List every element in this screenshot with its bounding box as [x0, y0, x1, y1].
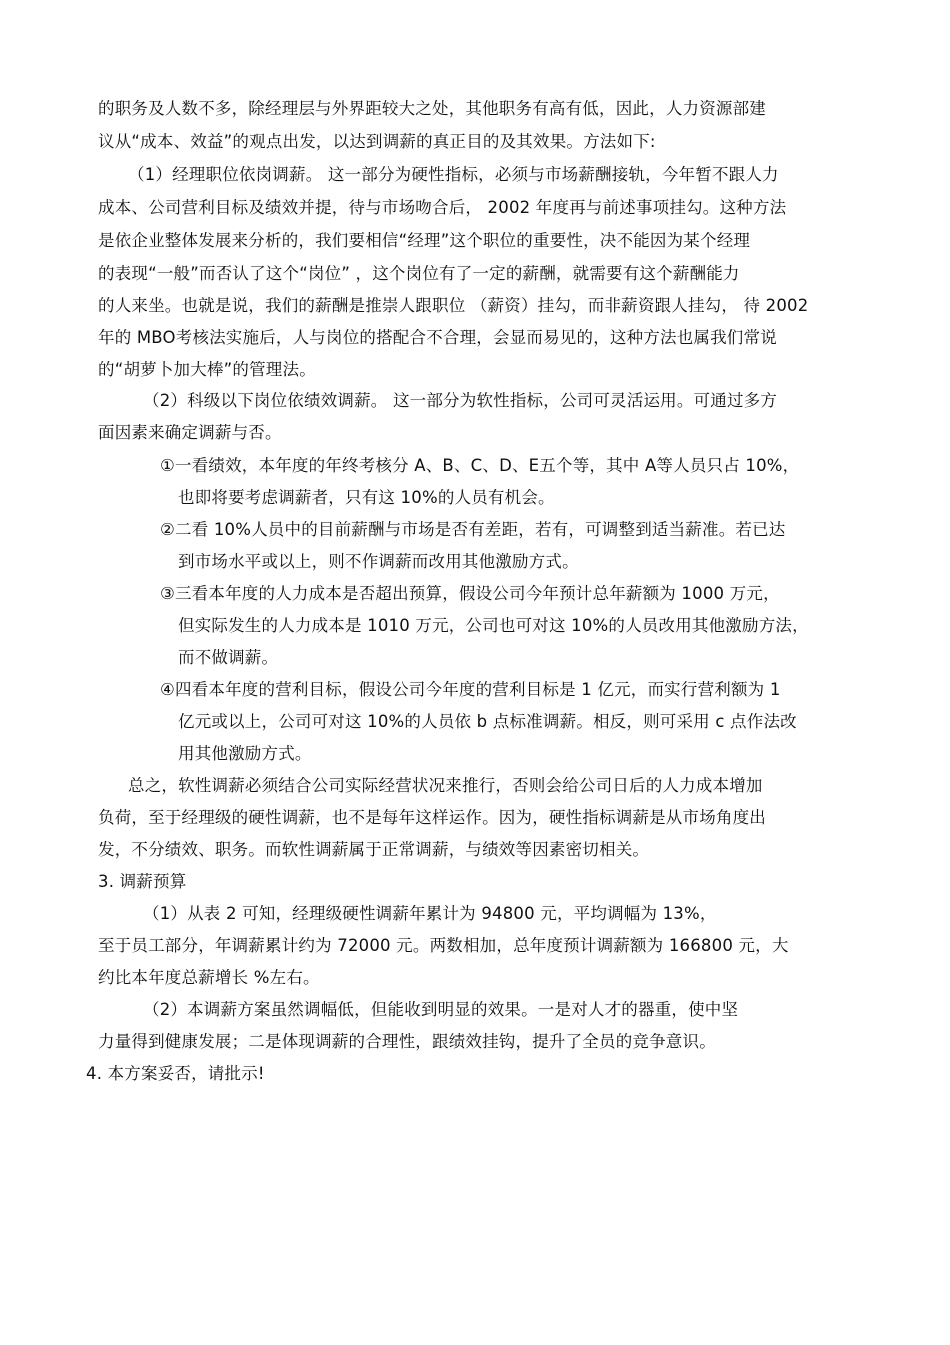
- summary-paragraph: 总之，软性调薪必须结合公司实际经营状况来推行，否则会给公司日后的人力成本增加: [128, 776, 763, 795]
- body-text-line: 约比本年度总薪增长 %左右。: [98, 968, 320, 987]
- body-text-line: 的“胡萝卜加大棒”的管理法。: [98, 360, 316, 379]
- list-item-1: ①一看绩效，本年度的年终考核分 A、B、C、D、E五个等，其中 A等人员只占 10%，: [160, 456, 800, 475]
- section-item-2-heading: （2）科级以下岗位依绩效调薪。 这一部分为软性指标，公司可灵活运用。可通过多方: [143, 391, 778, 410]
- list-item-4: ④四看本年度的营利目标，假设公司今年度的营利目标是 1 亿元，而实行营利额为 1: [160, 680, 781, 699]
- body-text-line: 负荷，至于经理级的硬性调薪，也不是每年这样运作。因为，硬性指标调薪是从市场角度出: [98, 808, 766, 827]
- list-item-2: ②二看 10%人员中的目前薪酬与市场是否有差距，若有，可调整到适当薪准。若已达: [160, 520, 786, 539]
- list-item-3: ③三看本年度的人力成本是否超出预算，假设公司今年预计总年薪额为 1000 万元，: [160, 584, 780, 603]
- body-text-line: 至于员工部分，年调薪累计约为 72000 元。两数相加，总年度预计调薪额为 166800 元，大: [98, 936, 789, 955]
- body-text-line: 发，不分绩效、职务。而软性调薪属于正常调薪，与绩效等因素密切相关。: [98, 840, 650, 859]
- body-text-line: 议从“成本、效益”的观点出发，以达到调薪的真正目的及其效果。方法如下:: [98, 132, 656, 151]
- list-item-3-continued: 但实际发生的人力成本是 1010 万元，公司也可对这 10%的人员改用其他激励方法，: [178, 616, 809, 635]
- budget-item-2: （2）本调薪方案虽然调幅低，但能收到明显的效果。一是对人才的器重，使中坚: [143, 1000, 739, 1019]
- section-3-heading: 3. 调薪预算: [98, 872, 187, 891]
- body-text-line: 是依企业整体发展来分析的，我们要相信“经理”这个职位的重要性，决不能因为某个经理: [98, 231, 751, 250]
- section-item-1-heading: （1）经理职位依岗调薪。 这一部分为硬性指标，必须与市场薪酬接轨，今年暂不跟人力: [128, 165, 779, 184]
- list-item-1-continued: 也即将要考虑调薪者，只有这 10%的人员有机会。: [178, 488, 555, 507]
- section-4-heading: 4. 本方案妥否，请批示!: [86, 1064, 265, 1083]
- budget-item-1: （1）从表 2 可知，经理级硬性调薪年累计为 94800 元，平均调幅为 13%，: [143, 904, 717, 923]
- body-text-line: 的人来坐。也就是说，我们的薪酬是推崇人跟职位 （薪资）挂勾，而非薪资跟人挂勾， 待 2002: [98, 296, 809, 315]
- list-item-4-continued: 亿元或以上，公司可对这 10%的人员依 b 点标准调薪。相反，则可采用 c 点作法改: [178, 712, 797, 731]
- list-item-2-continued: 到市场水平或以上，则不作调薪而改用其他激励方式。: [178, 552, 579, 571]
- list-item-4-continued: 用其他激励方式。: [178, 744, 312, 763]
- body-text-line: 年的 MBO考核法实施后，人与岗位的搭配合不合理，会显而易见的，这种方法也属我们常说: [98, 328, 777, 347]
- body-text-line: 的职务及人数不多，除经理层与外界距较大之处，其他职务有高有低，因此，人力资源部建: [98, 99, 766, 118]
- body-text-line: 面因素来确定调薪与否。: [98, 423, 282, 442]
- body-text-line: 成本、公司营利目标及绩效并提，待与市场吻合后， 2002 年度再与前述事项挂勾。这种方法: [98, 198, 787, 217]
- body-text-line: 的表现“一般”而否认了这个“岗位” ，这个岗位有了一定的薪酬，就需要有这个薪酬能力: [98, 264, 740, 283]
- body-text-line: 力量得到健康发展；二是体现调薪的合理性，跟绩效挂钩，提升了全员的竞争意识。: [98, 1032, 716, 1051]
- list-item-3-continued: 而不做调薪。: [178, 648, 279, 667]
